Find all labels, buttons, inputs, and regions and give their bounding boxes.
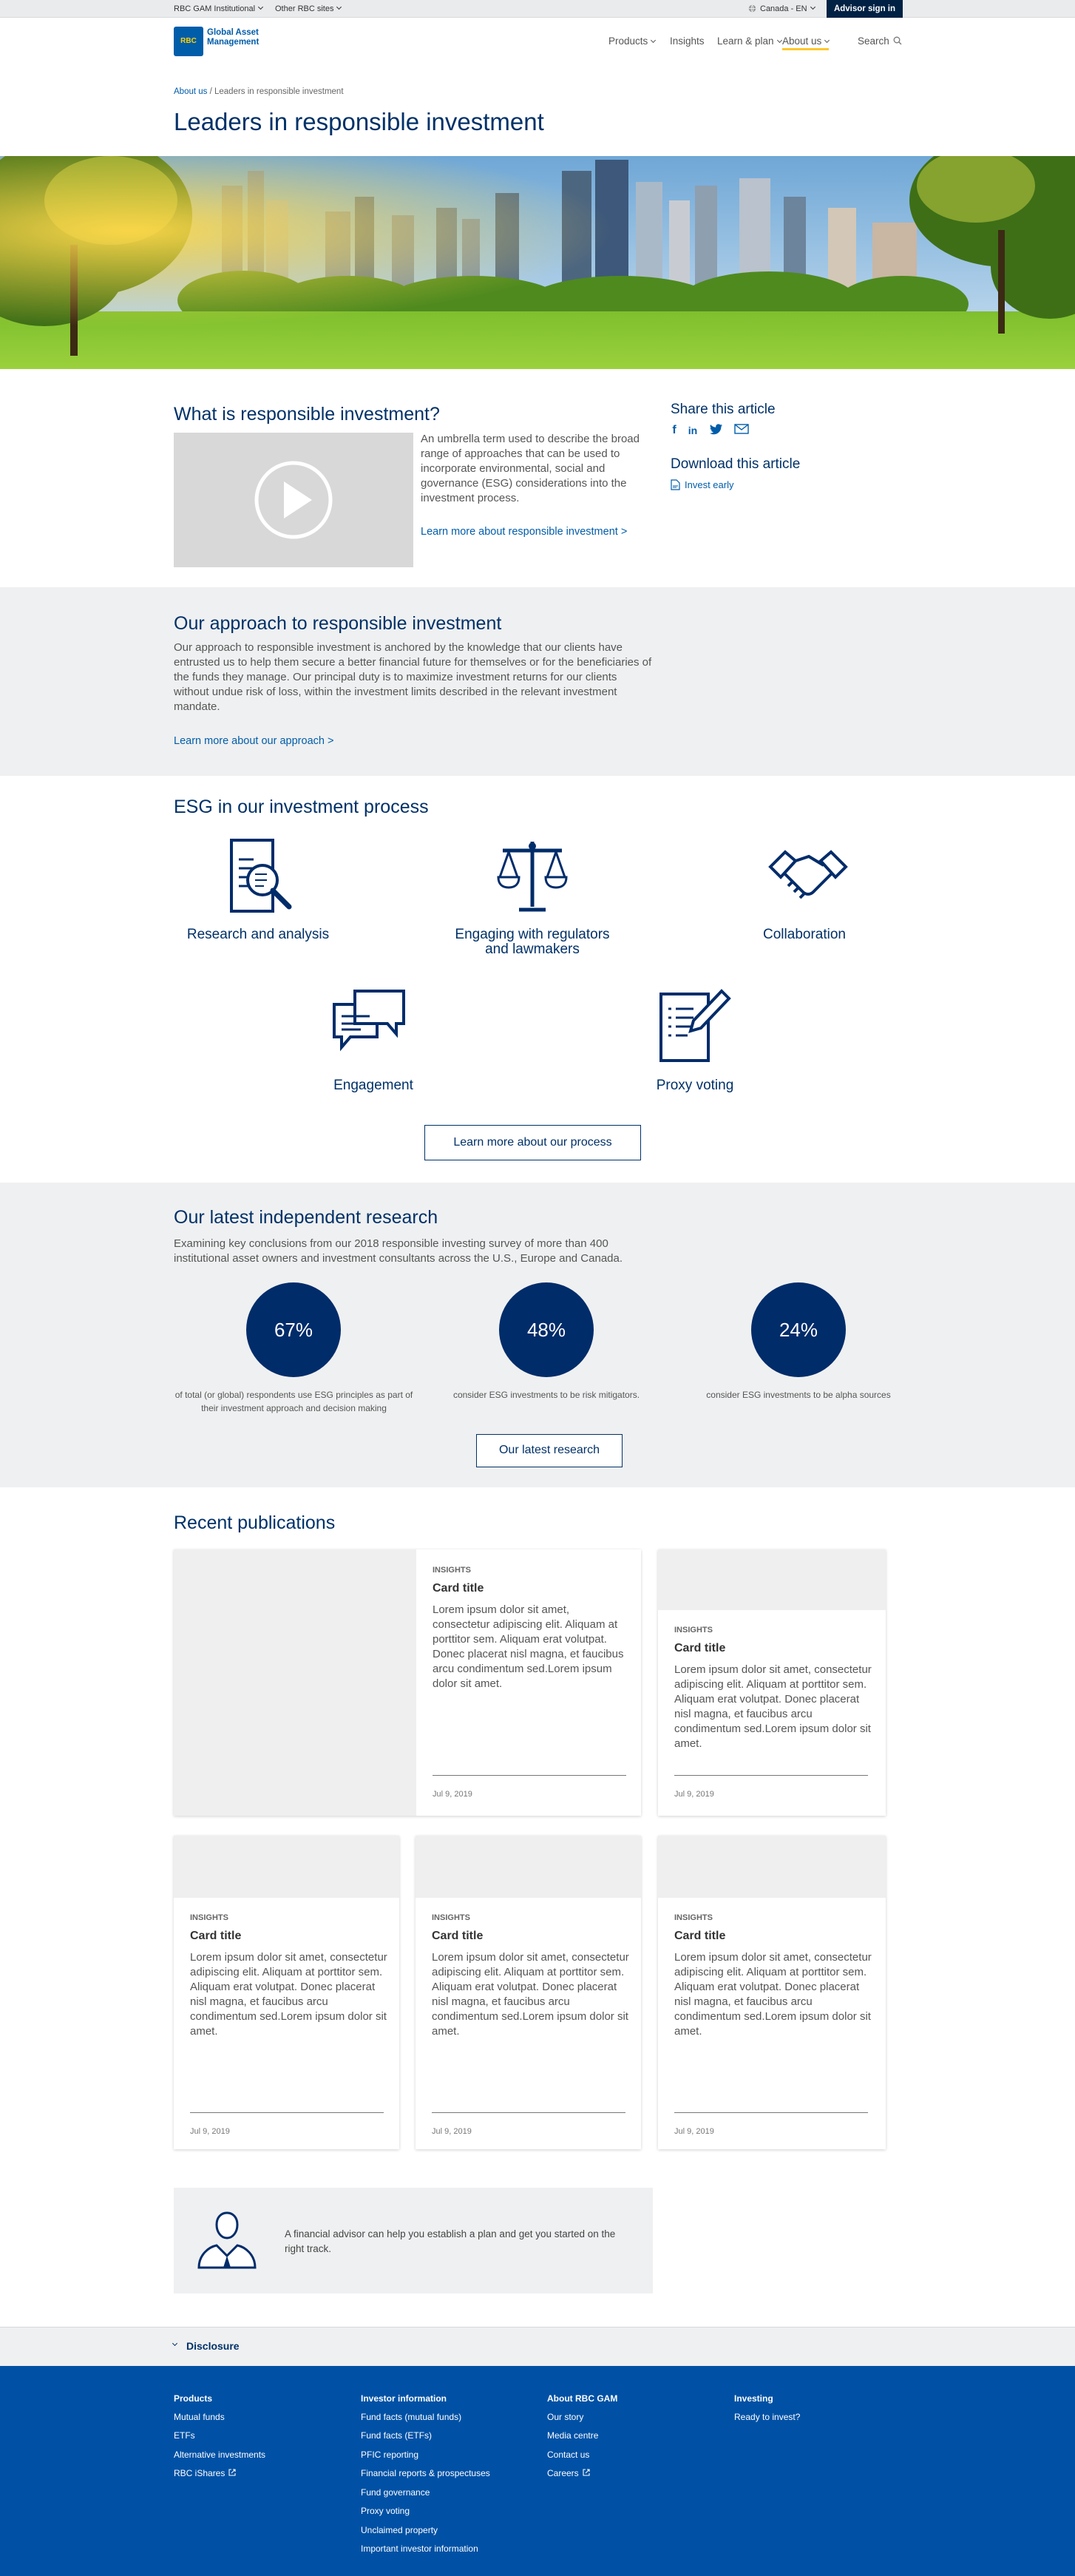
- nav-products[interactable]: [608, 36, 655, 47]
- card-title: Card title: [433, 1582, 484, 1595]
- hero-image: [0, 156, 1075, 369]
- chevron-down-icon: [777, 38, 782, 43]
- download-invest-early-link[interactable]: [671, 479, 733, 490]
- card-date: Jul 9, 2019: [190, 2127, 230, 2136]
- card-tag: INSIGHTS: [674, 1626, 713, 1634]
- breadcrumb-current: Leaders in responsible investment: [214, 87, 344, 96]
- card-body: Lorem ipsum dolor sit amet, consectetur adipiscing elit. Aliquam at porttitor sem. Aliquam erat volutpat. Donec placerat nisl magna, et faucibus arcu condimentum sed.Lorem ipsum dolor sit amet.: [674, 1663, 872, 1750]
- brand-line1: Global Asset: [207, 28, 259, 37]
- footer-link-label: Careers: [547, 2468, 579, 2478]
- disclosure-label: Disclosure: [186, 2340, 240, 2352]
- brand-name[interactable]: [207, 28, 274, 47]
- scales-icon: [495, 839, 569, 916]
- locale-selector[interactable]: [748, 4, 815, 13]
- stat-circle-67: 67%: [246, 1282, 341, 1377]
- publication-card[interactable]: [658, 1836, 886, 2149]
- esg-label-research: Research and analysis: [186, 927, 330, 942]
- publication-card-featured[interactable]: [174, 1549, 641, 1816]
- breadcrumb-about-us[interactable]: About us: [174, 87, 208, 96]
- external-link-icon: [583, 2469, 590, 2476]
- card-title: Card title: [432, 1930, 484, 1942]
- footer-link-label: RBC iShares: [174, 2468, 225, 2478]
- footer-link[interactable]: Important investor information: [361, 2543, 478, 2554]
- breadcrumb: [174, 87, 344, 96]
- card-image: [658, 1549, 886, 1610]
- footer-link[interactable]: Unclaimed property: [361, 2525, 438, 2535]
- card-title: Card title: [190, 1930, 242, 1942]
- footer-link[interactable]: Ready to invest?: [734, 2412, 801, 2422]
- disclosure-toggle[interactable]: [0, 2327, 1075, 2366]
- proxy-voting-icon: [658, 988, 732, 1065]
- stat-text-67: of total (or global) respondents use ESG principles as part of their investment approach and decision making: [174, 1390, 413, 1413]
- card-divider: [674, 2112, 868, 2113]
- advisor-person-icon: [196, 2210, 258, 2269]
- footer-link[interactable]: PFIC reporting: [361, 2450, 419, 2460]
- facebook-icon[interactable]: f: [672, 424, 676, 436]
- card-title: Card title: [674, 1930, 726, 1942]
- card-divider: [190, 2112, 384, 2113]
- email-icon[interactable]: [734, 424, 747, 437]
- esg-label-collaboration: Collaboration: [763, 927, 846, 942]
- advisor-text: A financial advisor can help you establish a plan and get you started on the right track.: [285, 2228, 616, 2254]
- rbc-institutional-link[interactable]: [174, 4, 262, 13]
- research-heading: Our latest independent research: [174, 1207, 438, 1228]
- card-body: Lorem ipsum dolor sit amet, consectetur adipiscing elit. Aliquam at porttitor sem. Aliquam erat volutpat. Donec placerat nisl magna, et faucibus arcu condimentum sed.Lorem ipsum dolor sit amet.: [190, 1951, 387, 2038]
- card-tag: INSIGHTS: [674, 1913, 713, 1922]
- footer-investor-heading: Investor information: [361, 2393, 447, 2404]
- learn-more-responsible-link[interactable]: Learn more about responsible investment >: [421, 526, 628, 538]
- globe-icon: [748, 4, 756, 13]
- nav-label: Search: [858, 36, 889, 47]
- nav-label: Learn & plan: [717, 36, 774, 47]
- external-link-icon: [228, 2469, 236, 2476]
- rbc-logo[interactable]: RBC: [174, 27, 203, 56]
- play-icon[interactable]: [253, 459, 334, 541]
- card-tag: INSIGHTS: [190, 1913, 228, 1922]
- research-analysis-icon: [223, 839, 296, 916]
- stat-text-48: consider ESG investments to be risk mitigators.: [452, 1390, 640, 1400]
- footer-link[interactable]: Media centre: [547, 2430, 599, 2441]
- card-image: [416, 1836, 641, 1898]
- search-icon: [893, 36, 902, 45]
- footer-link-external[interactable]: [547, 2468, 590, 2478]
- footer-link[interactable]: Financial reports & prospectuses: [361, 2468, 490, 2478]
- card-divider: [433, 1775, 626, 1776]
- esg-label-engagement: Engagement: [333, 1078, 413, 1093]
- footer-link-external[interactable]: [174, 2468, 236, 2478]
- pdf-icon: [671, 479, 680, 490]
- utility-bar: [0, 0, 1075, 18]
- card-date: Jul 9, 2019: [432, 2127, 472, 2136]
- card-divider: [432, 2112, 625, 2113]
- advisor-callout: [174, 2188, 653, 2293]
- chevron-down-icon: [651, 38, 656, 43]
- what-text: An umbrella term used to describe the broad range of approaches that can be used to incorporate environmental, social and governance (ESG) considerations into the investment process.: [421, 433, 640, 504]
- chevron-down-icon: [824, 38, 830, 43]
- footer-link[interactable]: Fund governance: [361, 2487, 430, 2498]
- card-title: Card title: [674, 1642, 726, 1654]
- footer-link[interactable]: ETFs: [174, 2430, 195, 2441]
- stat-circle-24: 24%: [751, 1282, 846, 1377]
- chevron-down-icon: [810, 4, 815, 10]
- learn-more-process-button[interactable]: Learn more about our process: [424, 1125, 641, 1160]
- locale-label: Canada - EN: [760, 4, 807, 13]
- approach-text: Our approach to responsible investment is anchored by the knowledge that our clients have entrusted us to help them secure a better financial future for themselves or for the beneficiaries of the funds they manage. Our principal duty is to maximize investment returns for our clients without undue risk of loss, within the investment limits described in the relevant investment mandate.: [174, 641, 652, 713]
- footer-link[interactable]: Our story: [547, 2412, 584, 2422]
- card-divider: [674, 1775, 868, 1776]
- nav-label: Insights: [670, 36, 705, 47]
- share-heading: Share this article: [671, 402, 776, 417]
- research-text: Examining key conclusions from our 2018 responsible investing survey of more than 400 institutional asset owners and investment consultants across the U.S., Europe and Canada.: [174, 1237, 623, 1265]
- chevron-down-icon: [258, 4, 263, 10]
- footer-investing-heading: Investing: [734, 2393, 773, 2404]
- nav-insights[interactable]: [670, 36, 705, 47]
- latest-research-button[interactable]: Our latest research: [476, 1434, 623, 1467]
- footer: [0, 2366, 1075, 2576]
- esg-label-proxy: Proxy voting: [656, 1078, 734, 1093]
- footer-link[interactable]: Mutual funds: [174, 2412, 225, 2422]
- chevron-down-icon: [172, 2341, 177, 2346]
- nav-label: About us: [782, 36, 822, 47]
- card-date: Jul 9, 2019: [433, 1790, 472, 1799]
- card-body: Lorem ipsum dolor sit amet, consectetur adipiscing elit. Aliquam at porttitor sem. Aliquam erat volutpat. Donec placerat nisl magna, et faucibus arcu condimentum sed.Lorem ipsum dolor sit amet.: [432, 1951, 629, 2038]
- card-body: Lorem ipsum dolor sit amet, consectetur adipiscing elit. Aliquam at porttitor sem. Aliquam erat volutpat. Donec placerat nisl magna, et faucibus arcu condimentum sed.Lorem ipsum dolor sit amet.: [674, 1951, 872, 2038]
- util-left1: RBC GAM Institutional: [174, 4, 256, 13]
- card-image: [174, 1549, 416, 1816]
- stat-text-24: consider ESG investments to be alpha sources: [706, 1390, 891, 1400]
- page-title: Leaders in responsible investment: [174, 108, 544, 135]
- footer-link[interactable]: Contact us: [547, 2450, 590, 2460]
- download-heading: Download this article: [671, 456, 801, 472]
- card-tag: INSIGHTS: [433, 1566, 471, 1575]
- stat-circle-48: 48%: [499, 1282, 594, 1377]
- advisor-sign-in-button[interactable]: Advisor sign in: [827, 0, 903, 18]
- publications-heading: Recent publications: [174, 1512, 336, 1533]
- esg-heading: ESG in our investment process: [174, 797, 429, 817]
- other-rbc-sites-link[interactable]: [275, 4, 341, 13]
- chevron-down-icon: [336, 4, 342, 10]
- brand-line2: Management: [207, 38, 260, 47]
- footer-about-heading: About RBC GAM: [547, 2393, 618, 2404]
- footer-link[interactable]: Fund facts (mutual funds): [361, 2412, 462, 2422]
- engagement-icon: [333, 988, 407, 1065]
- footer-products-heading: Products: [174, 2393, 213, 2404]
- download-link-label: Invest early: [685, 479, 734, 490]
- util-left2: Other RBC sites: [275, 4, 334, 13]
- card-tag: INSIGHTS: [432, 1913, 470, 1922]
- nav-search[interactable]: [858, 36, 902, 47]
- card-body: Lorem ipsum dolor sit amet, consectetur adipiscing elit. Aliquam at porttitor sem. Aliquam erat volutpat. Donec placerat nisl magna, et faucibus arcu condimentum sed.Lorem ipsum dolor sit amet.: [433, 1603, 624, 1690]
- card-date: Jul 9, 2019: [674, 2127, 714, 2136]
- card-image: [174, 1836, 399, 1898]
- publication-card[interactable]: [416, 1836, 641, 2149]
- what-heading: What is responsible investment?: [174, 404, 440, 425]
- approach-heading: Our approach to responsible investment: [174, 613, 502, 634]
- video-player[interactable]: [174, 433, 413, 567]
- footer-link[interactable]: Fund facts (ETFs): [361, 2430, 433, 2441]
- nav-about-us[interactable]: [782, 36, 829, 50]
- footer-link[interactable]: Alternative investments: [174, 2450, 266, 2460]
- handshake-icon: [767, 842, 849, 919]
- footer-link[interactable]: Proxy voting: [361, 2506, 410, 2516]
- learn-more-approach-link[interactable]: Learn more about our approach >: [174, 735, 334, 747]
- publication-card[interactable]: [174, 1836, 399, 2149]
- breadcrumb-separator: /: [207, 87, 214, 96]
- card-image: [658, 1836, 886, 1898]
- publication-card[interactable]: [658, 1549, 886, 1816]
- card-date: Jul 9, 2019: [674, 1790, 714, 1799]
- nav-learn-plan[interactable]: [717, 36, 781, 47]
- esg-label-regulators: Engaging with regulators and lawmakers: [455, 927, 610, 957]
- twitter-icon[interactable]: [710, 424, 723, 437]
- linkedin-icon[interactable]: in: [688, 425, 698, 436]
- nav-label: Products: [608, 36, 648, 47]
